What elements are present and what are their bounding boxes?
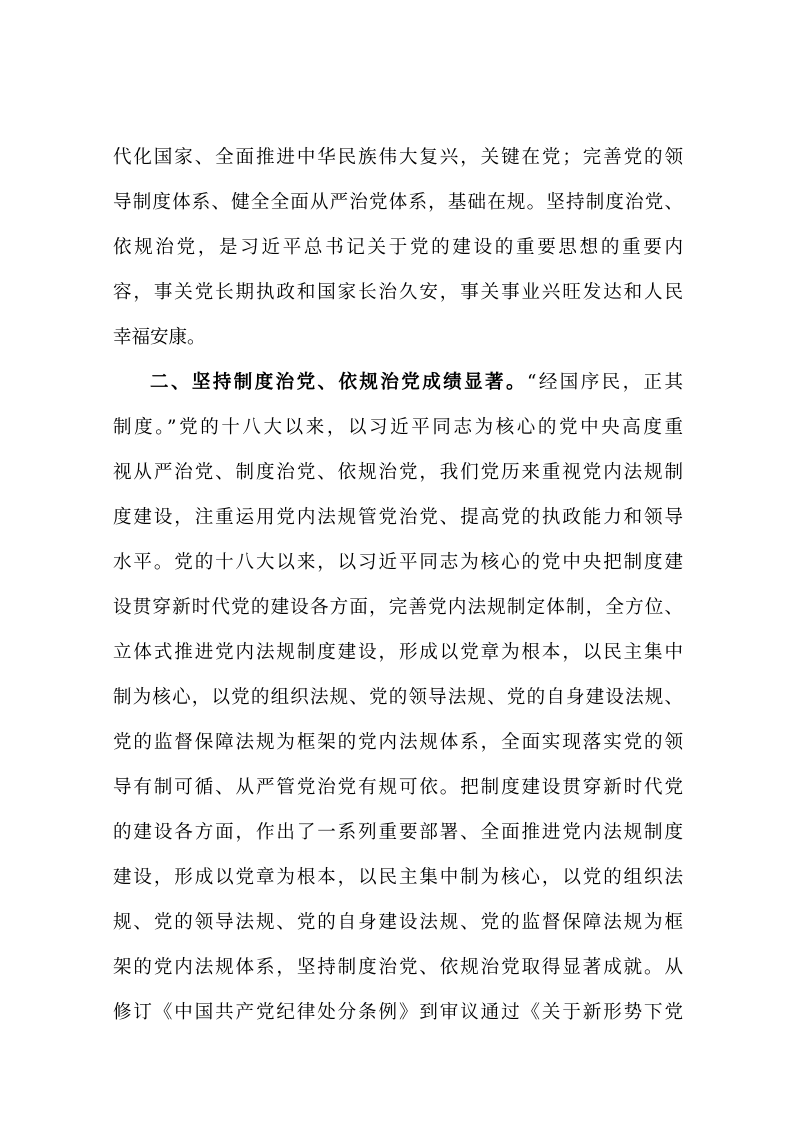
paragraph-1-line-4: 容，事关党长期执政和国家长治久安，事关事业兴旺发达和人民	[113, 282, 683, 303]
paragraph-2-line-3: 视从严治党、制度治党、依规治党，我们党历来重视党内法规制	[113, 462, 683, 483]
paragraph-1-line-3: 依规治党，是习近平总书记关于党的建设的重要思想的重要内	[113, 237, 683, 258]
paragraph-2-line-13: 规、党的领导法规、党的自身建设法规、党的监督保障法规为框	[113, 912, 683, 933]
paragraph-2-line-12: 建设，形成以党章为根本，以民主集中制为核心，以党的组织法	[113, 867, 683, 888]
paragraph-2-line-10: 导有制可循、从严管党治党有规可依。把制度建设贯穿新时代党	[113, 777, 683, 798]
paragraph-2-line-1	[150, 363, 683, 403]
paragraph-2-line-15: 修订《中国共产党纪律处分条例》到审议通过《关于新形势下党	[113, 1002, 683, 1023]
paragraph-1-line-5: 幸福安康。	[113, 327, 206, 348]
section-heading-continuation: “经国序民，正其	[526, 372, 683, 393]
paragraph-2-line-4: 度建设，注重运用党内法规管党治党、提高党的执政能力和领导	[113, 507, 683, 528]
paragraph-2-line-5: 水平。党的十八大以来，以习近平同志为核心的党中央把制度建	[113, 552, 683, 573]
section-heading: 二、坚持制度治党、依规治党成绩显著。	[150, 372, 527, 393]
paragraph-2-line-8: 制为核心，以党的组织法规、党的领导法规、党的自身建设法规、	[113, 687, 683, 708]
paragraph-2-line-11: 的建设各方面，作出了一系列重要部署、全面推进党内法规制度	[113, 822, 683, 843]
paragraph-1-line-1: 代化国家、全面推进中华民族伟大复兴，关键在党；完善党的领	[113, 147, 683, 168]
paragraph-1-line-2: 导制度体系、健全全面从严治党体系，基础在规。坚持制度治党、	[113, 192, 683, 213]
paragraph-2-line-6: 设贯穿新时代党的建设各方面，完善党内法规制定体制，全方位、	[113, 597, 683, 618]
paragraph-2-line-9: 党的监督保障法规为框架的党内法规体系，全面实现落实党的领	[113, 732, 683, 753]
paragraph-2-line-14: 架的党内法规体系，坚持制度治党、依规治党取得显著成就。从	[113, 957, 683, 978]
paragraph-2-line-2: 制度。”党的十八大以来，以习近平同志为核心的党中央高度重	[113, 417, 683, 438]
paragraph-2-line-7: 立体式推进党内法规制度建设，形成以党章为根本，以民主集中	[113, 642, 683, 663]
